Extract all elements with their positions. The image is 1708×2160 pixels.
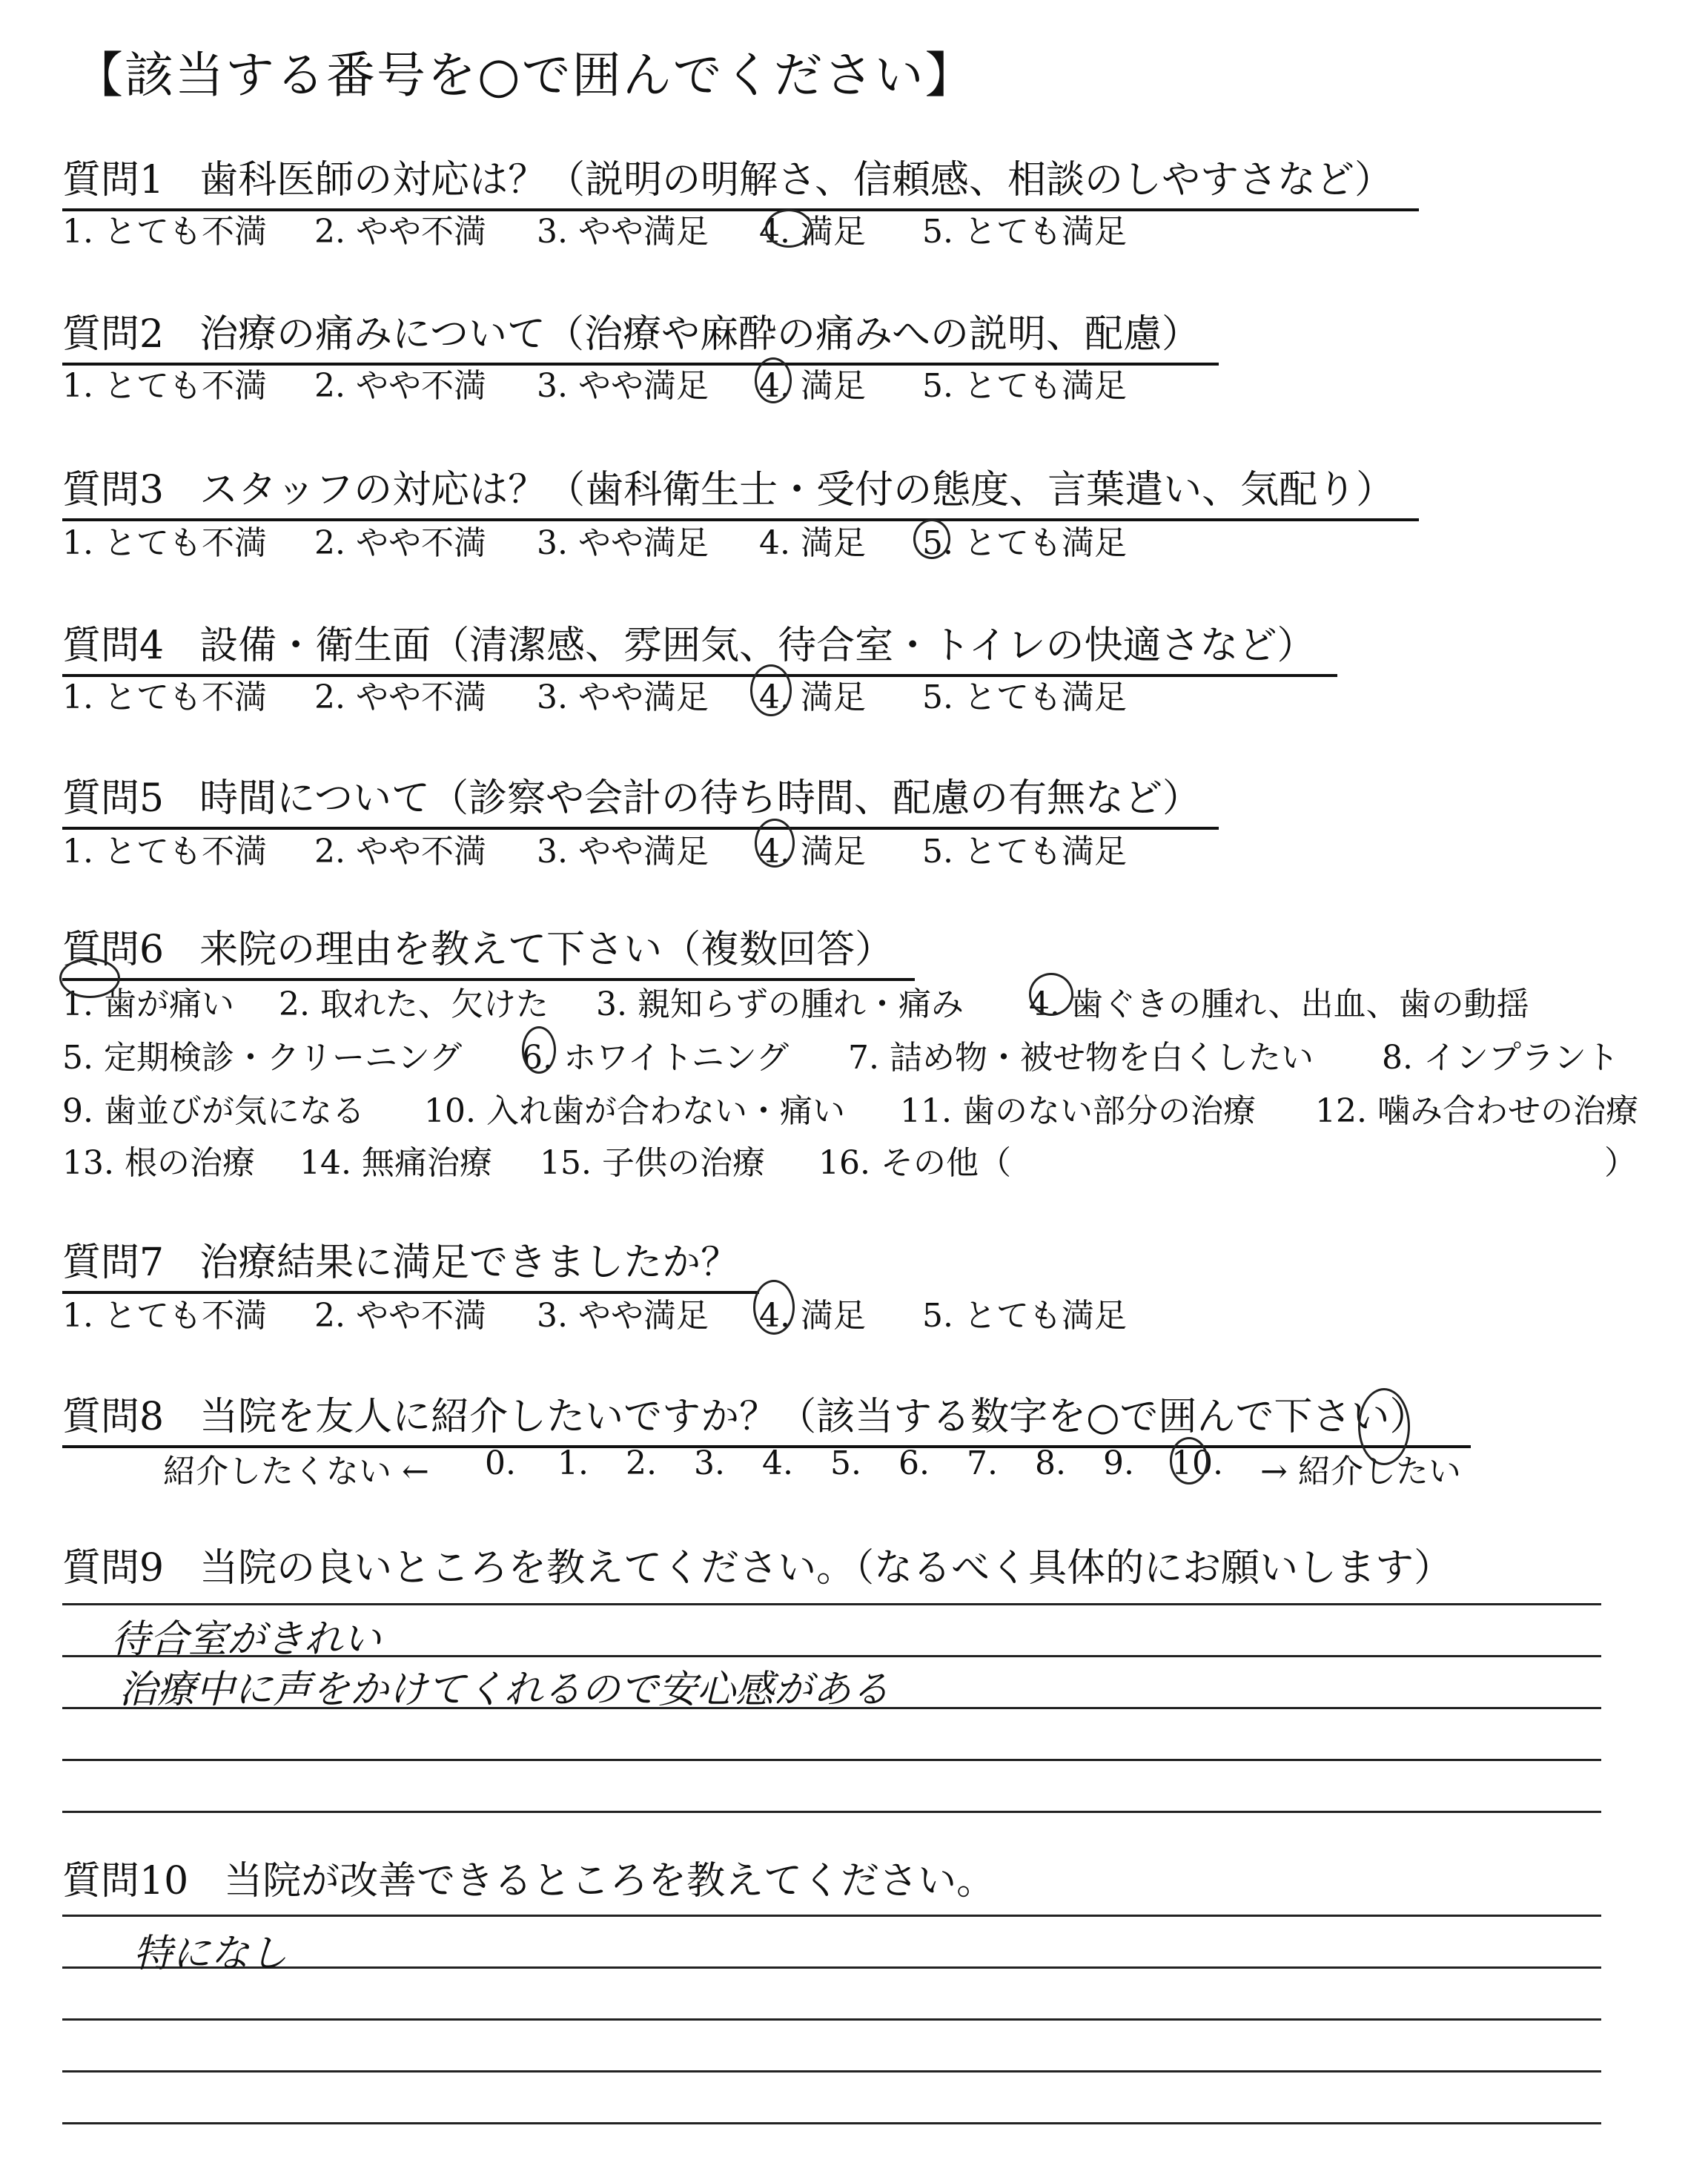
q7-option-4[interactable]: 4. 満足 bbox=[759, 1297, 866, 1335]
q2-option-5[interactable]: 5. とても満足 bbox=[922, 367, 1127, 405]
question-3-number: 質問3 bbox=[62, 468, 165, 512]
q9-handwritten-answer-1: 待合室がきれい bbox=[111, 1617, 382, 1662]
question-5-heading bbox=[62, 767, 1219, 830]
q6-option-16[interactable]: 16. その他（ bbox=[818, 1144, 1011, 1182]
question-10-heading bbox=[62, 1849, 995, 1909]
q6-option-6[interactable]: 6. ホワイトニング bbox=[522, 1039, 790, 1077]
q7-option-5[interactable]: 5. とても満足 bbox=[922, 1297, 1127, 1335]
q6-option-1[interactable]: 1. 歯が痛い bbox=[62, 985, 234, 1023]
q6-option-13[interactable]: 13. 根の治療 bbox=[62, 1144, 255, 1182]
question-9-number: 質問9 bbox=[62, 1546, 165, 1591]
q8-scale-6[interactable]: 6. bbox=[898, 1444, 930, 1482]
q8-scale-8[interactable]: 8. bbox=[1035, 1444, 1066, 1482]
q8-scale-7[interactable]: 7. bbox=[967, 1444, 998, 1482]
q6-option-12[interactable]: 12. 噛み合わせの治療 bbox=[1315, 1092, 1638, 1130]
q1-option-1[interactable]: 1. とても不満 bbox=[62, 213, 267, 251]
q8-scale-left-label: 紹介したくない ← bbox=[163, 1453, 429, 1490]
q8-scale-0[interactable]: 0. bbox=[485, 1444, 516, 1482]
q6-option-7[interactable]: 7. 詰め物・被せ物を白くしたい bbox=[848, 1039, 1314, 1077]
question-10-number: 質問10 bbox=[62, 1859, 189, 1903]
q2-option-3[interactable]: 3. やや満足 bbox=[537, 367, 709, 405]
q10-answer-line-1 bbox=[62, 1915, 1601, 1917]
question-8-heading bbox=[62, 1385, 1471, 1448]
question-6-text: 来院の理由を教えて下さい（複数回答） bbox=[199, 928, 894, 972]
q1-option-4[interactable]: 4. 満足 bbox=[759, 213, 866, 251]
q8-scale-3[interactable]: 3. bbox=[694, 1444, 725, 1482]
q5-option-2[interactable]: 2. やや不満 bbox=[314, 833, 486, 871]
q9-handwritten-answer-2: 治療中に声をかけてくれるので安心感がある bbox=[119, 1668, 890, 1712]
question-8-number: 質問8 bbox=[62, 1395, 165, 1439]
q8-scale-5[interactable]: 5. bbox=[830, 1444, 861, 1482]
q7-option-2[interactable]: 2. やや不満 bbox=[314, 1297, 486, 1335]
page-title: 【該当する番号を○で囲んでください】 bbox=[74, 47, 976, 104]
q4-option-2[interactable]: 2. やや不満 bbox=[314, 678, 486, 716]
question-5-text: 時間について（診察や会計の待ち時間、配慮の有無など） bbox=[199, 776, 1202, 821]
q7-option-1[interactable]: 1. とても不満 bbox=[62, 1297, 267, 1335]
q6-option-11[interactable]: 11. 歯のない部分の治療 bbox=[900, 1092, 1256, 1130]
q4-option-4[interactable]: 4. 満足 bbox=[759, 678, 866, 716]
question-6-number: 質問6 bbox=[62, 928, 165, 972]
q4-option-1[interactable]: 1. とても不満 bbox=[62, 678, 267, 716]
q10-answer-line-3 bbox=[62, 2018, 1601, 2021]
question-2-heading bbox=[62, 303, 1219, 366]
q6-option-2[interactable]: 2. 取れた、欠けた bbox=[279, 985, 549, 1023]
q5-option-3[interactable]: 3. やや満足 bbox=[537, 833, 709, 871]
q10-answer-line-5 bbox=[62, 2122, 1601, 2124]
q10-answer-line-2 bbox=[62, 1966, 1601, 1969]
question-3-text: スタッフの対応は？（歯科衛生士・受付の態度、言葉遣い、気配り） bbox=[199, 468, 1395, 512]
q8-scale-right-label: → 紹介したい bbox=[1260, 1453, 1461, 1490]
question-9-heading bbox=[62, 1536, 1452, 1596]
q8-scale-1[interactable]: 1. bbox=[557, 1444, 589, 1482]
question-6-heading bbox=[62, 918, 915, 981]
q5-option-1[interactable]: 1. とても不満 bbox=[62, 833, 267, 871]
q1-option-3[interactable]: 3. やや満足 bbox=[537, 213, 709, 251]
q2-option-4[interactable]: 4. 満足 bbox=[759, 367, 866, 405]
q3-option-1[interactable]: 1. とても不満 bbox=[62, 524, 267, 562]
q9-answer-line-1 bbox=[62, 1603, 1601, 1605]
q6-option-3[interactable]: 3. 親知らずの腫れ・痛み bbox=[596, 985, 964, 1023]
question-4-number: 質問4 bbox=[62, 624, 165, 668]
question-1-number: 質問1 bbox=[62, 158, 165, 202]
question-2-text: 治療の痛みについて（治療や麻酔の痛みへの説明、配慮） bbox=[199, 312, 1201, 357]
question-10-text: 当院が改善できるところを教えてください。 bbox=[224, 1859, 996, 1903]
q8-scale-10[interactable]: 10. bbox=[1171, 1444, 1223, 1482]
q3-option-5[interactable]: 5. とても満足 bbox=[922, 524, 1127, 562]
question-7-heading bbox=[62, 1231, 759, 1294]
question-1-heading bbox=[62, 148, 1419, 211]
question-9-text: 当院の良いところを教えてください。（なるべく具体的にお願いします） bbox=[199, 1546, 1453, 1591]
q9-answer-line-5 bbox=[62, 1811, 1601, 1813]
question-8-text: 当院を友人に紹介したいですか？（該当する数字を○で囲んで下さい） bbox=[199, 1395, 1429, 1439]
question-7-number: 質問7 bbox=[62, 1241, 165, 1285]
q6-option-14[interactable]: 14. 無痛治療 bbox=[299, 1144, 492, 1182]
question-3-heading bbox=[62, 458, 1419, 521]
q6-option-10[interactable]: 10. 入れ歯が合わない・痛い bbox=[424, 1092, 845, 1130]
q3-option-3[interactable]: 3. やや満足 bbox=[537, 524, 709, 562]
question-4-heading bbox=[62, 614, 1337, 677]
q6-option-15[interactable]: 15. 子供の治療 bbox=[540, 1144, 765, 1182]
question-7-text: 治療結果に満足できましたか？ bbox=[199, 1241, 740, 1285]
q6-option-4[interactable]: 4. 歯ぐきの腫れ、出血、歯の動揺 bbox=[1029, 985, 1529, 1023]
q10-answer-line-4 bbox=[62, 2070, 1601, 2073]
q2-option-2[interactable]: 2. やや不満 bbox=[314, 367, 486, 405]
question-2-number: 質問2 bbox=[62, 312, 165, 357]
q2-option-1[interactable]: 1. とても不満 bbox=[62, 367, 267, 405]
q5-option-4[interactable]: 4. 満足 bbox=[759, 833, 866, 871]
q4-option-3[interactable]: 3. やや満足 bbox=[537, 678, 709, 716]
q4-option-5[interactable]: 5. とても満足 bbox=[922, 678, 1127, 716]
q9-answer-line-4 bbox=[62, 1759, 1601, 1761]
q6-option-16-close-paren: ） bbox=[1604, 1144, 1637, 1182]
question-5-number: 質問5 bbox=[62, 776, 165, 821]
question-1-text: 歯科医師の対応は？（説明の明解さ、信頼感、相談のしやすさなど） bbox=[199, 158, 1394, 202]
q5-option-5[interactable]: 5. とても満足 bbox=[922, 833, 1127, 871]
q6-option-5[interactable]: 5. 定期検診・クリーニング bbox=[62, 1039, 463, 1077]
question-4-text: 設備・衛生面（清潔感、雰囲気、待合室・トイレの快適さなど） bbox=[199, 624, 1316, 668]
q6-option-9[interactable]: 9. 歯並びが気になる bbox=[62, 1092, 365, 1130]
q7-option-3[interactable]: 3. やや満足 bbox=[537, 1297, 709, 1335]
q8-scale-4[interactable]: 4. bbox=[762, 1444, 793, 1482]
q3-option-2[interactable]: 2. やや不満 bbox=[314, 524, 486, 562]
q1-option-2[interactable]: 2. やや不満 bbox=[314, 213, 486, 251]
q3-option-4[interactable]: 4. 満足 bbox=[759, 524, 866, 562]
q6-option-8[interactable]: 8. インプラント bbox=[1382, 1039, 1619, 1077]
q10-handwritten-answer-1: 特になし bbox=[133, 1932, 288, 1976]
q8-scale-2[interactable]: 2. bbox=[626, 1444, 657, 1482]
q8-scale-9[interactable]: 9. bbox=[1103, 1444, 1134, 1482]
q1-option-5[interactable]: 5. とても満足 bbox=[922, 213, 1127, 251]
